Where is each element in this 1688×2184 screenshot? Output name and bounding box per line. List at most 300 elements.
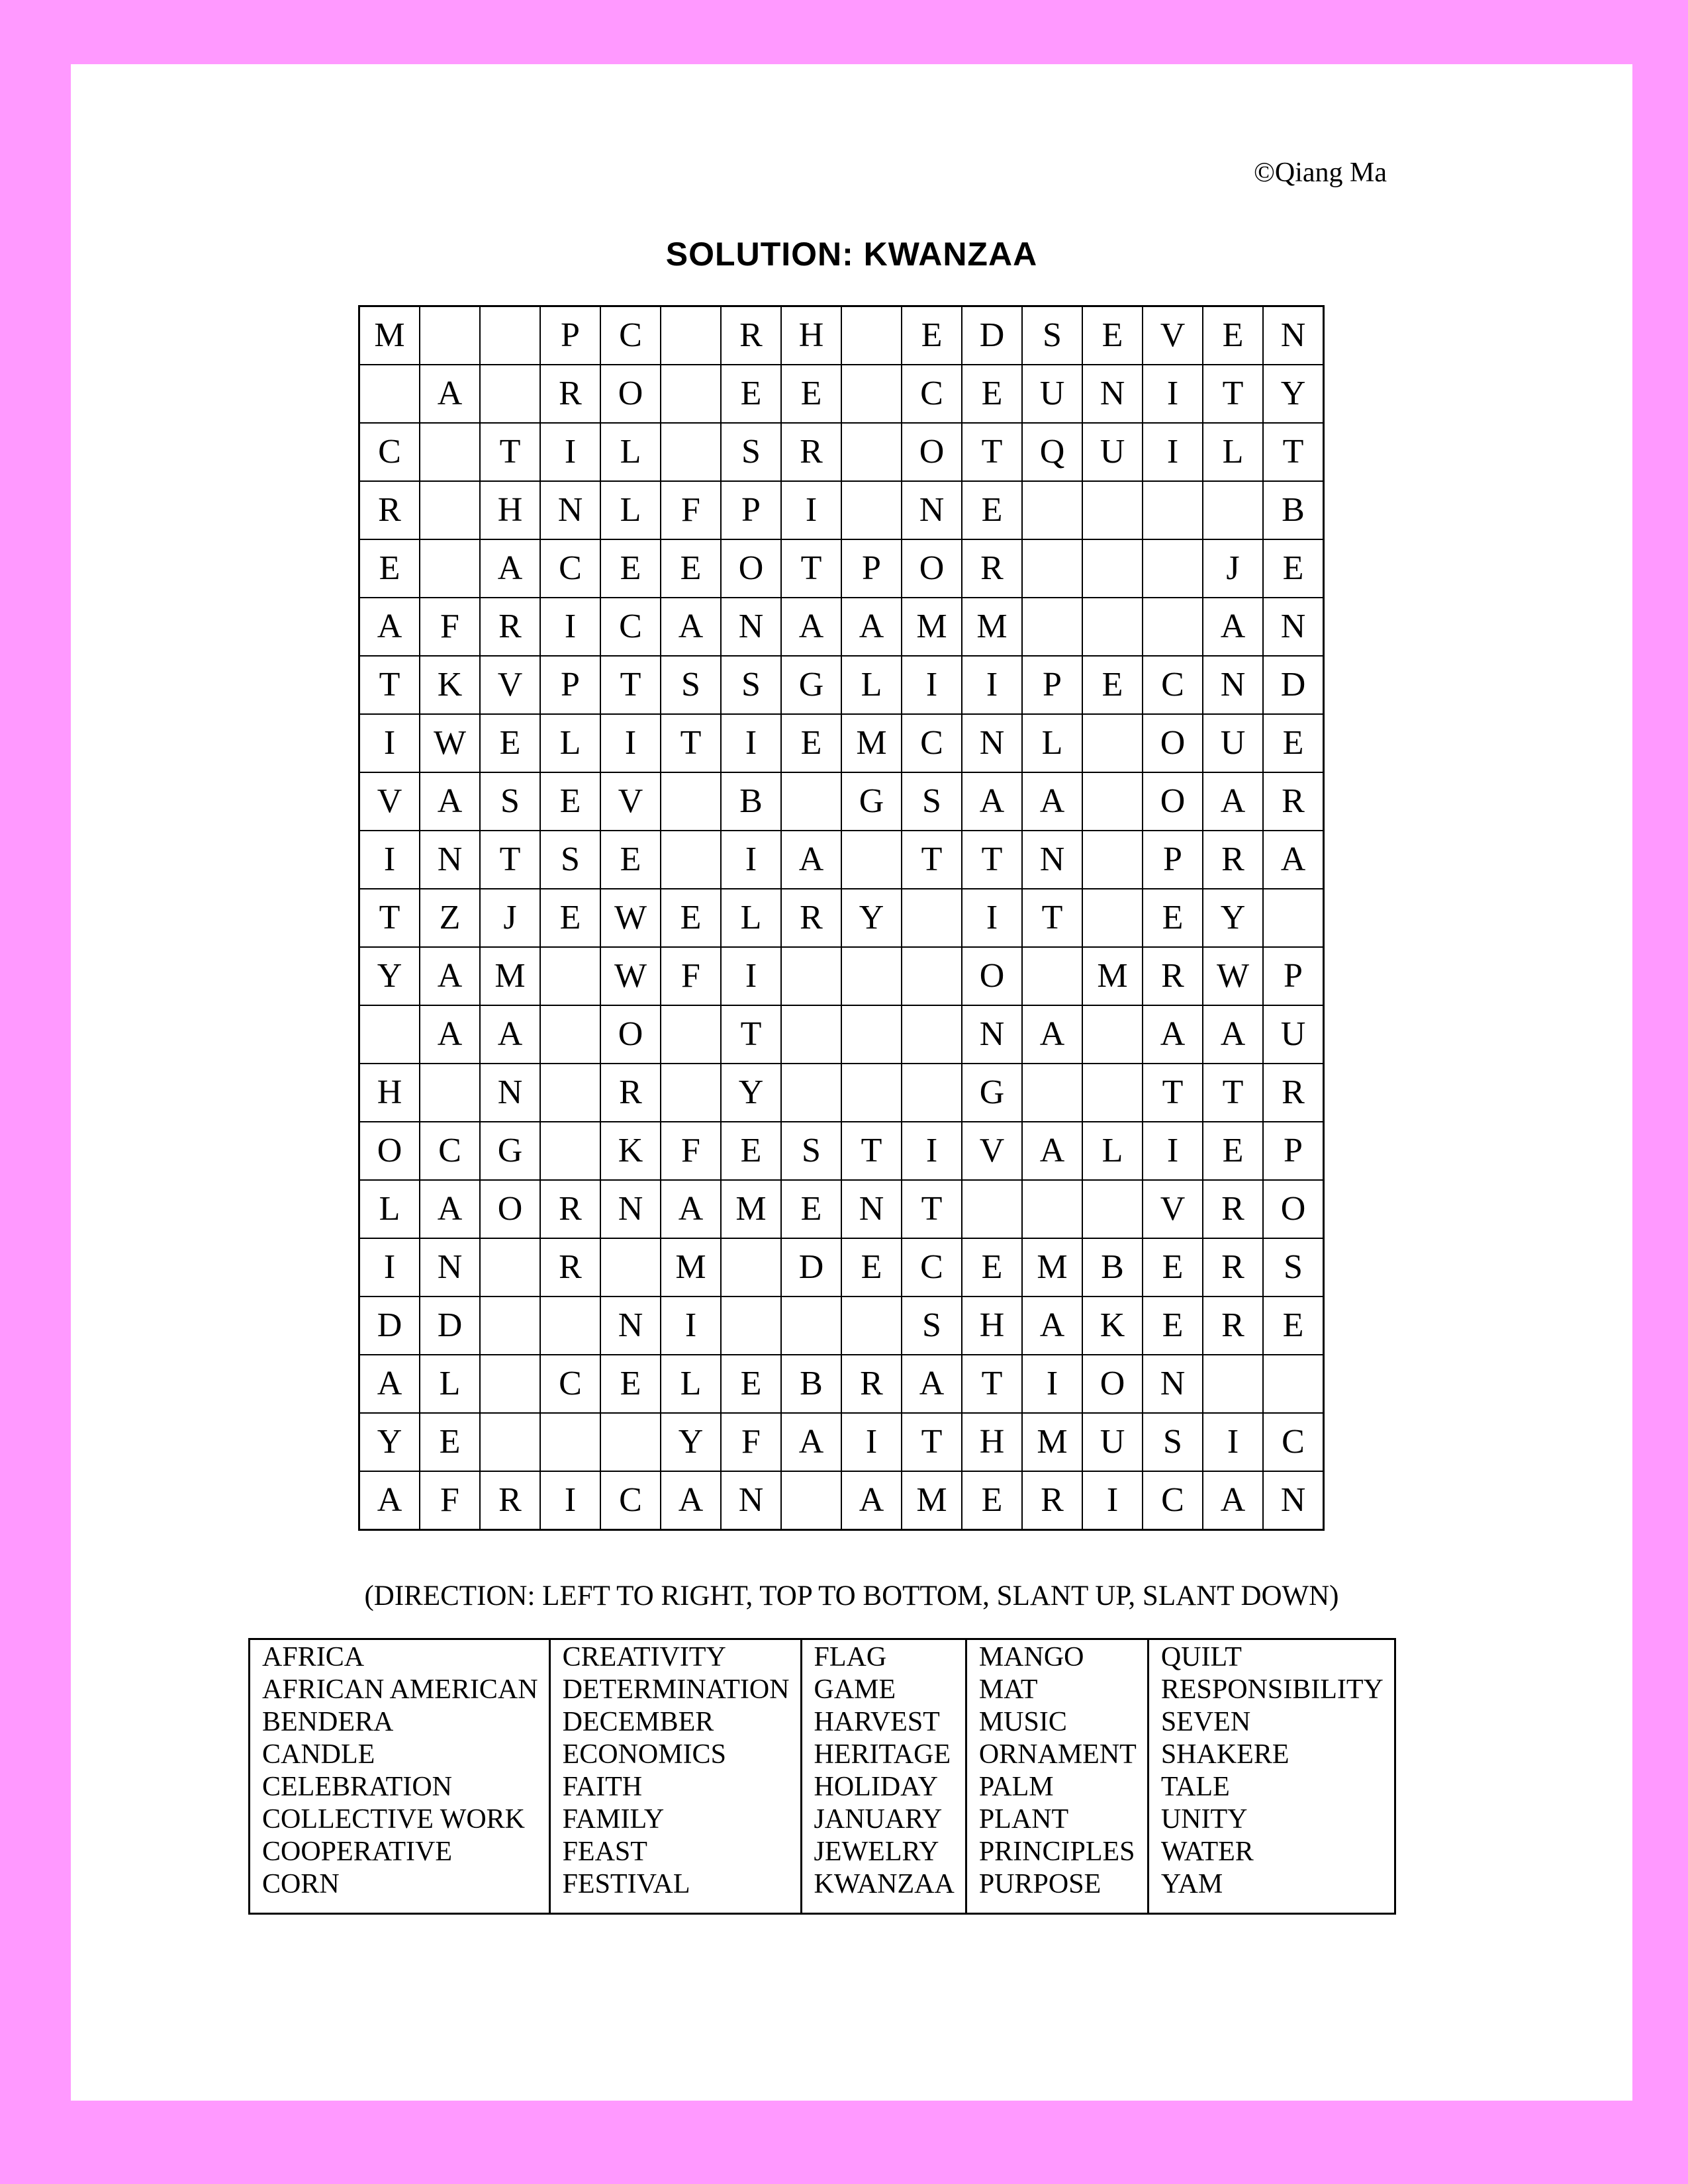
word-list-item: MAT bbox=[978, 1674, 1038, 1705]
word-search-grid bbox=[358, 305, 1325, 1531]
grid-cell bbox=[1082, 889, 1143, 947]
grid-cell: U bbox=[1203, 714, 1263, 772]
grid-cell: M bbox=[1082, 947, 1143, 1005]
grid-cell: M bbox=[359, 306, 420, 365]
grid-cell bbox=[480, 1297, 540, 1355]
grid-cell: Y bbox=[841, 889, 902, 947]
grid-cell: L bbox=[420, 1355, 480, 1413]
grid-row bbox=[359, 889, 1324, 947]
grid-row bbox=[359, 1471, 1324, 1530]
grid-cell bbox=[902, 1064, 962, 1122]
grid-cell: E bbox=[721, 1122, 781, 1180]
grid-cell: A bbox=[359, 1471, 420, 1530]
grid-cell: O bbox=[721, 539, 781, 598]
grid-cell: A bbox=[781, 598, 841, 656]
grid-cell: E bbox=[661, 889, 721, 947]
grid-cell bbox=[1022, 1064, 1082, 1122]
grid-cell bbox=[721, 1297, 781, 1355]
grid-row bbox=[359, 1413, 1324, 1471]
grid-cell: M bbox=[902, 598, 962, 656]
grid-row bbox=[359, 831, 1324, 889]
grid-cell: E bbox=[962, 365, 1022, 423]
grid-cell bbox=[359, 1005, 420, 1064]
word-list-item: PRINCIPLES bbox=[978, 1837, 1135, 1867]
grid-cell: C bbox=[1143, 1471, 1203, 1530]
grid-cell: O bbox=[1143, 772, 1203, 831]
grid-cell: N bbox=[420, 831, 480, 889]
grid-cell: I bbox=[359, 714, 420, 772]
grid-cell: C bbox=[902, 1238, 962, 1297]
grid-cell: E bbox=[600, 1355, 661, 1413]
grid-cell: W bbox=[600, 889, 661, 947]
grid-cell bbox=[1022, 481, 1082, 539]
word-list-item: CANDLE bbox=[262, 1739, 375, 1770]
grid-cell: L bbox=[1203, 423, 1263, 481]
grid-cell: C bbox=[420, 1122, 480, 1180]
grid-cell: H bbox=[962, 1297, 1022, 1355]
word-list-item: CREATIVITY bbox=[562, 1642, 726, 1672]
grid-cell: B bbox=[1263, 481, 1324, 539]
grid-cell: A bbox=[420, 1180, 480, 1238]
grid-cell: V bbox=[480, 656, 540, 714]
grid-cell bbox=[420, 481, 480, 539]
grid-cell: C bbox=[359, 423, 420, 481]
grid-cell: H bbox=[480, 481, 540, 539]
grid-cell: O bbox=[600, 1005, 661, 1064]
grid-cell bbox=[841, 306, 902, 365]
grid-cell: L bbox=[721, 889, 781, 947]
grid-row bbox=[359, 539, 1324, 598]
grid-cell: O bbox=[1263, 1180, 1324, 1238]
grid-cell: J bbox=[480, 889, 540, 947]
grid-cell: I bbox=[1143, 365, 1203, 423]
grid-cell: S bbox=[1143, 1413, 1203, 1471]
word-list-item: SHAKERE bbox=[1160, 1739, 1289, 1770]
grid-cell: H bbox=[962, 1413, 1022, 1471]
grid-cell bbox=[902, 1005, 962, 1064]
word-list-item: DECEMBER bbox=[562, 1707, 714, 1737]
grid-cell bbox=[420, 539, 480, 598]
grid-row bbox=[359, 365, 1324, 423]
grid-cell: O bbox=[902, 539, 962, 598]
word-list-item: FEAST bbox=[562, 1837, 647, 1867]
grid-cell: C bbox=[1143, 656, 1203, 714]
grid-cell: N bbox=[1022, 831, 1082, 889]
grid-cell: T bbox=[1022, 889, 1082, 947]
grid-cell bbox=[962, 1180, 1022, 1238]
grid-cell: P bbox=[1263, 947, 1324, 1005]
grid-cell: C bbox=[540, 539, 600, 598]
grid-cell: T bbox=[962, 423, 1022, 481]
grid-cell: V bbox=[1143, 1180, 1203, 1238]
grid-row bbox=[359, 947, 1324, 1005]
grid-cell: D bbox=[962, 306, 1022, 365]
word-list-item: ORNAMENT bbox=[978, 1739, 1137, 1770]
grid-cell: A bbox=[661, 1471, 721, 1530]
grid-cell: I bbox=[841, 1413, 902, 1471]
grid-cell: R bbox=[480, 1471, 540, 1530]
grid-row bbox=[359, 1180, 1324, 1238]
grid-cell: R bbox=[540, 1238, 600, 1297]
grid-cell: A bbox=[359, 1355, 420, 1413]
grid-cell bbox=[600, 1413, 661, 1471]
grid-cell bbox=[781, 1297, 841, 1355]
grid-cell: B bbox=[721, 772, 781, 831]
grid-cell: S bbox=[721, 423, 781, 481]
grid-cell: I bbox=[661, 1297, 721, 1355]
word-list-item: FAMILY bbox=[562, 1804, 665, 1835]
word-list-item: COOPERATIVE bbox=[262, 1837, 453, 1867]
word-list-item: FLAG bbox=[814, 1642, 887, 1672]
grid-cell: E bbox=[600, 539, 661, 598]
grid-cell: A bbox=[902, 1355, 962, 1413]
grid-cell: T bbox=[902, 831, 962, 889]
word-list-item: RESPONSIBILITY bbox=[1160, 1674, 1383, 1705]
grid-cell: A bbox=[781, 831, 841, 889]
word-list-item: UNITY bbox=[1160, 1804, 1248, 1835]
grid-cell: R bbox=[1203, 1238, 1263, 1297]
grid-cell: E bbox=[661, 539, 721, 598]
grid-cell: N bbox=[962, 1005, 1022, 1064]
grid-cell bbox=[781, 1471, 841, 1530]
word-list-item: JEWELRY bbox=[814, 1837, 939, 1867]
grid-cell: S bbox=[721, 656, 781, 714]
grid-cell: I bbox=[1203, 1413, 1263, 1471]
grid-cell: R bbox=[721, 306, 781, 365]
grid-cell: A bbox=[1143, 1005, 1203, 1064]
grid-cell: E bbox=[841, 1238, 902, 1297]
grid-row bbox=[359, 1005, 1324, 1064]
grid-cell: R bbox=[540, 1180, 600, 1238]
grid-cell bbox=[841, 831, 902, 889]
grid-cell bbox=[841, 423, 902, 481]
grid-cell: E bbox=[962, 481, 1022, 539]
word-list-item: PLANT bbox=[978, 1804, 1069, 1835]
grid-cell bbox=[540, 1413, 600, 1471]
grid-cell: O bbox=[600, 365, 661, 423]
grid-cell: N bbox=[721, 598, 781, 656]
grid-cell: Y bbox=[661, 1413, 721, 1471]
grid-cell: P bbox=[1143, 831, 1203, 889]
word-list-item: KWANZAA bbox=[814, 1869, 955, 1899]
word-list-item: AFRICAN AMERICAN bbox=[262, 1674, 538, 1705]
grid-cell bbox=[1203, 481, 1263, 539]
grid-cell bbox=[480, 306, 540, 365]
grid-cell: T bbox=[359, 889, 420, 947]
grid-cell bbox=[661, 306, 721, 365]
word-list-item: PURPOSE bbox=[978, 1869, 1102, 1899]
grid-cell: N bbox=[1263, 598, 1324, 656]
grid-cell: T bbox=[962, 831, 1022, 889]
grid-cell: S bbox=[902, 1297, 962, 1355]
grid-row bbox=[359, 714, 1324, 772]
grid-cell: R bbox=[600, 1064, 661, 1122]
grid-cell: F bbox=[721, 1413, 781, 1471]
word-list-item: CORN bbox=[262, 1869, 340, 1899]
grid-row bbox=[359, 598, 1324, 656]
grid-cell: I bbox=[721, 714, 781, 772]
grid-cell: E bbox=[721, 365, 781, 423]
grid-cell: I bbox=[962, 889, 1022, 947]
grid-cell: N bbox=[1263, 1471, 1324, 1530]
grid-cell: A bbox=[1203, 598, 1263, 656]
grid-cell: T bbox=[1143, 1064, 1203, 1122]
grid-cell: I bbox=[600, 714, 661, 772]
grid-cell: A bbox=[841, 598, 902, 656]
page-title: SOLUTION: KWANZAA bbox=[665, 236, 1038, 273]
grid-cell: R bbox=[480, 598, 540, 656]
grid-cell bbox=[841, 1005, 902, 1064]
grid-cell: E bbox=[1263, 539, 1324, 598]
grid-cell: P bbox=[540, 306, 600, 365]
grid-cell bbox=[781, 772, 841, 831]
grid-cell bbox=[841, 365, 902, 423]
grid-cell bbox=[1082, 772, 1143, 831]
word-list-item: CELEBRATION bbox=[262, 1772, 452, 1802]
grid-cell: I bbox=[1082, 1471, 1143, 1530]
grid-cell: E bbox=[1203, 1122, 1263, 1180]
grid-row bbox=[359, 481, 1324, 539]
grid-cell: A bbox=[962, 772, 1022, 831]
grid-cell: L bbox=[1082, 1122, 1143, 1180]
grid-cell: Y bbox=[359, 947, 420, 1005]
grid-cell bbox=[1082, 1180, 1143, 1238]
word-list-item: JANUARY bbox=[814, 1804, 943, 1835]
grid-cell: L bbox=[841, 656, 902, 714]
word-list-item: MUSIC bbox=[978, 1707, 1067, 1737]
grid-cell: S bbox=[902, 772, 962, 831]
grid-cell: M bbox=[480, 947, 540, 1005]
grid-cell: F bbox=[420, 1471, 480, 1530]
grid-cell: Z bbox=[420, 889, 480, 947]
grid-cell: R bbox=[1022, 1471, 1082, 1530]
grid-row bbox=[359, 423, 1324, 481]
grid-cell: E bbox=[781, 1180, 841, 1238]
grid-cell bbox=[1082, 539, 1143, 598]
grid-cell: R bbox=[1143, 947, 1203, 1005]
grid-cell: R bbox=[841, 1355, 902, 1413]
grid-cell: G bbox=[781, 656, 841, 714]
grid-cell bbox=[781, 1005, 841, 1064]
grid-cell: C bbox=[600, 598, 661, 656]
grid-cell: G bbox=[841, 772, 902, 831]
grid-cell: S bbox=[781, 1122, 841, 1180]
grid-cell bbox=[1082, 481, 1143, 539]
grid-cell: T bbox=[480, 831, 540, 889]
grid-cell: O bbox=[480, 1180, 540, 1238]
grid-cell: S bbox=[480, 772, 540, 831]
grid-cell bbox=[1082, 831, 1143, 889]
word-list-item: BENDERA bbox=[262, 1707, 394, 1737]
grid-cell bbox=[480, 365, 540, 423]
grid-cell: R bbox=[540, 365, 600, 423]
grid-cell: I bbox=[902, 656, 962, 714]
grid-row bbox=[359, 656, 1324, 714]
word-list-item: FAITH bbox=[562, 1772, 643, 1802]
grid-cell bbox=[841, 1064, 902, 1122]
grid-cell: E bbox=[781, 365, 841, 423]
grid-cell bbox=[420, 1064, 480, 1122]
grid-cell: A bbox=[1022, 772, 1082, 831]
grid-cell bbox=[540, 1005, 600, 1064]
grid-cell: N bbox=[841, 1180, 902, 1238]
grid-cell: C bbox=[600, 1471, 661, 1530]
grid-cell: T bbox=[1203, 1064, 1263, 1122]
grid-cell: E bbox=[902, 306, 962, 365]
grid-row bbox=[359, 1355, 1324, 1413]
grid-cell bbox=[480, 1355, 540, 1413]
word-list-item: COLLECTIVE WORK bbox=[262, 1804, 526, 1835]
grid-cell: W bbox=[420, 714, 480, 772]
grid-cell bbox=[1143, 481, 1203, 539]
grid-cell: T bbox=[902, 1413, 962, 1471]
grid-cell: A bbox=[359, 598, 420, 656]
word-list-item: AFRICA bbox=[262, 1642, 365, 1672]
grid-cell: U bbox=[1022, 365, 1082, 423]
grid-cell: C bbox=[1263, 1413, 1324, 1471]
grid-cell: E bbox=[1143, 1297, 1203, 1355]
grid-cell: V bbox=[359, 772, 420, 831]
word-list-column bbox=[1148, 1639, 1395, 1914]
grid-cell: T bbox=[1203, 365, 1263, 423]
grid-cell: N bbox=[1143, 1355, 1203, 1413]
grid-cell: A bbox=[1203, 1471, 1263, 1530]
grid-cell: F bbox=[420, 598, 480, 656]
word-list-column bbox=[966, 1639, 1148, 1914]
grid-cell: A bbox=[661, 598, 721, 656]
grid-cell: P bbox=[721, 481, 781, 539]
grid-cell: B bbox=[781, 1355, 841, 1413]
grid-cell: N bbox=[902, 481, 962, 539]
grid-cell: E bbox=[962, 1471, 1022, 1530]
grid-cell bbox=[1263, 1355, 1324, 1413]
copyright-notice: ©Qiang Ma bbox=[1254, 158, 1387, 188]
grid-cell: E bbox=[781, 714, 841, 772]
grid-cell: U bbox=[1082, 1413, 1143, 1471]
grid-cell: E bbox=[1203, 306, 1263, 365]
grid-row bbox=[359, 1122, 1324, 1180]
grid-cell: L bbox=[1022, 714, 1082, 772]
grid-cell: A bbox=[661, 1180, 721, 1238]
grid-cell: R bbox=[781, 889, 841, 947]
word-list-item: SEVEN bbox=[1160, 1707, 1251, 1737]
grid-cell: E bbox=[1263, 714, 1324, 772]
grid-cell bbox=[540, 1122, 600, 1180]
word-list-item: QUILT bbox=[1160, 1642, 1242, 1672]
grid-cell bbox=[661, 365, 721, 423]
grid-cell: I bbox=[540, 423, 600, 481]
grid-cell bbox=[841, 481, 902, 539]
grid-cell: T bbox=[661, 714, 721, 772]
grid-cell: M bbox=[841, 714, 902, 772]
grid-cell: T bbox=[781, 539, 841, 598]
grid-cell: T bbox=[902, 1180, 962, 1238]
grid-cell bbox=[600, 1238, 661, 1297]
word-list-column bbox=[549, 1639, 801, 1914]
word-list-item: TALE bbox=[1160, 1772, 1230, 1802]
word-list-column bbox=[801, 1639, 966, 1914]
word-list-item: YAM bbox=[1160, 1869, 1223, 1899]
grid-cell: O bbox=[962, 947, 1022, 1005]
grid-cell: F bbox=[661, 481, 721, 539]
grid-cell bbox=[902, 947, 962, 1005]
grid-cell: S bbox=[1022, 306, 1082, 365]
grid-cell: L bbox=[600, 423, 661, 481]
word-list-item: WATER bbox=[1160, 1837, 1254, 1867]
grid-cell: M bbox=[1022, 1413, 1082, 1471]
grid-cell bbox=[841, 1297, 902, 1355]
grid-cell: O bbox=[359, 1122, 420, 1180]
grid-cell: Y bbox=[1263, 365, 1324, 423]
grid-cell: N bbox=[600, 1297, 661, 1355]
grid-cell: I bbox=[721, 831, 781, 889]
grid-cell: U bbox=[1263, 1005, 1324, 1064]
grid-row bbox=[359, 772, 1324, 831]
grid-cell bbox=[540, 947, 600, 1005]
grid-cell: E bbox=[1263, 1297, 1324, 1355]
grid-cell: N bbox=[721, 1471, 781, 1530]
grid-cell: Y bbox=[721, 1064, 781, 1122]
grid-cell: R bbox=[1203, 831, 1263, 889]
word-list-item: HARVEST bbox=[814, 1707, 940, 1737]
grid-cell bbox=[1022, 598, 1082, 656]
grid-cell: N bbox=[540, 481, 600, 539]
grid-cell bbox=[480, 1238, 540, 1297]
grid-cell bbox=[1082, 598, 1143, 656]
grid-cell: D bbox=[781, 1238, 841, 1297]
word-list-item: PALM bbox=[978, 1772, 1054, 1802]
word-list-item: HOLIDAY bbox=[814, 1772, 938, 1802]
grid-cell bbox=[1022, 539, 1082, 598]
grid-cell: E bbox=[721, 1355, 781, 1413]
grid-cell bbox=[661, 772, 721, 831]
grid-cell: M bbox=[721, 1180, 781, 1238]
grid-cell: L bbox=[359, 1180, 420, 1238]
grid-cell: C bbox=[902, 365, 962, 423]
grid-cell: P bbox=[540, 656, 600, 714]
grid-cell: N bbox=[1263, 306, 1324, 365]
grid-cell: K bbox=[600, 1122, 661, 1180]
grid-cell bbox=[1082, 714, 1143, 772]
grid-cell bbox=[661, 1005, 721, 1064]
grid-cell: L bbox=[540, 714, 600, 772]
grid-cell bbox=[1143, 539, 1203, 598]
grid-cell bbox=[661, 1064, 721, 1122]
grid-cell: R bbox=[1203, 1180, 1263, 1238]
word-list-item: HERITAGE bbox=[814, 1739, 951, 1770]
grid-cell bbox=[420, 423, 480, 481]
grid-cell: I bbox=[359, 831, 420, 889]
grid-cell: I bbox=[359, 1238, 420, 1297]
grid-cell: T bbox=[600, 656, 661, 714]
grid-cell: N bbox=[1203, 656, 1263, 714]
grid-cell: Q bbox=[1022, 423, 1082, 481]
grid-cell: E bbox=[1143, 1238, 1203, 1297]
grid-cell: R bbox=[781, 423, 841, 481]
grid-row bbox=[359, 306, 1324, 365]
grid-cell: A bbox=[420, 365, 480, 423]
grid-cell: N bbox=[480, 1064, 540, 1122]
grid-cell: P bbox=[841, 539, 902, 598]
grid-cell: A bbox=[480, 1005, 540, 1064]
grid-cell: N bbox=[600, 1180, 661, 1238]
grid-cell: I bbox=[962, 656, 1022, 714]
grid-cell: A bbox=[1022, 1005, 1082, 1064]
grid-cell: E bbox=[540, 772, 600, 831]
grid-cell bbox=[781, 1064, 841, 1122]
grid-row bbox=[359, 1238, 1324, 1297]
grid-cell: I bbox=[721, 947, 781, 1005]
